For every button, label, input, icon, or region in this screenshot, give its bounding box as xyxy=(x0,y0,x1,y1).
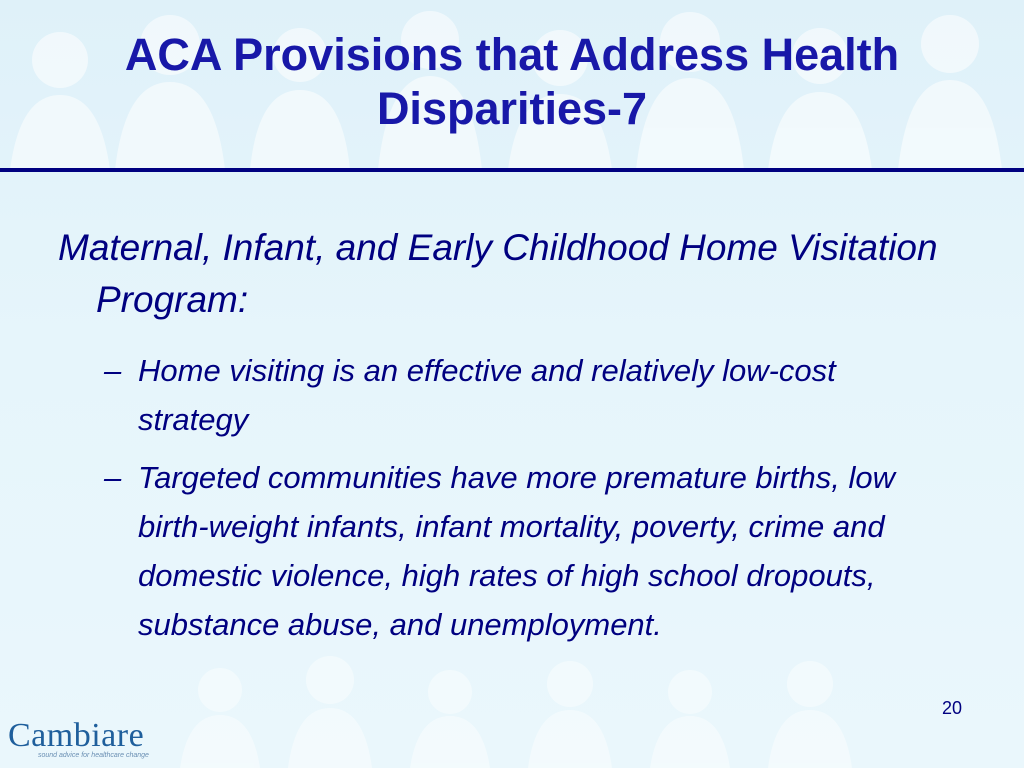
sub-bullet-text: Home visiting is an effective and relatively low-cost strategy xyxy=(138,353,836,437)
main-bullet: Maternal, Infant, and Early Childhood Home Visitation Program: xyxy=(58,227,938,320)
logo-name: Cambiare xyxy=(8,717,145,754)
logo-tagline: sound advice for healthcare change xyxy=(38,752,149,759)
title-divider xyxy=(0,168,1024,172)
sub-bullet-text: Targeted communities have more premature births, low birth-weight infants, infant mortality, poverty, crime and domestic violence, high rates of high school dropouts, substance abuse, and unemployment. xyxy=(138,460,895,642)
sub-bullet-list xyxy=(104,346,944,658)
sub-bullet-item xyxy=(104,346,944,444)
dash-icon: – xyxy=(104,460,122,495)
dash-icon: – xyxy=(104,353,122,388)
sub-bullet-item xyxy=(104,453,944,649)
slide-title-line2: Disparities-7 xyxy=(376,83,648,134)
cambiare-logo xyxy=(8,718,188,764)
slide-title-line1: ACA Provisions that Address Health xyxy=(124,29,900,80)
slide-title xyxy=(0,28,1024,136)
page-number: 20 xyxy=(942,698,963,718)
